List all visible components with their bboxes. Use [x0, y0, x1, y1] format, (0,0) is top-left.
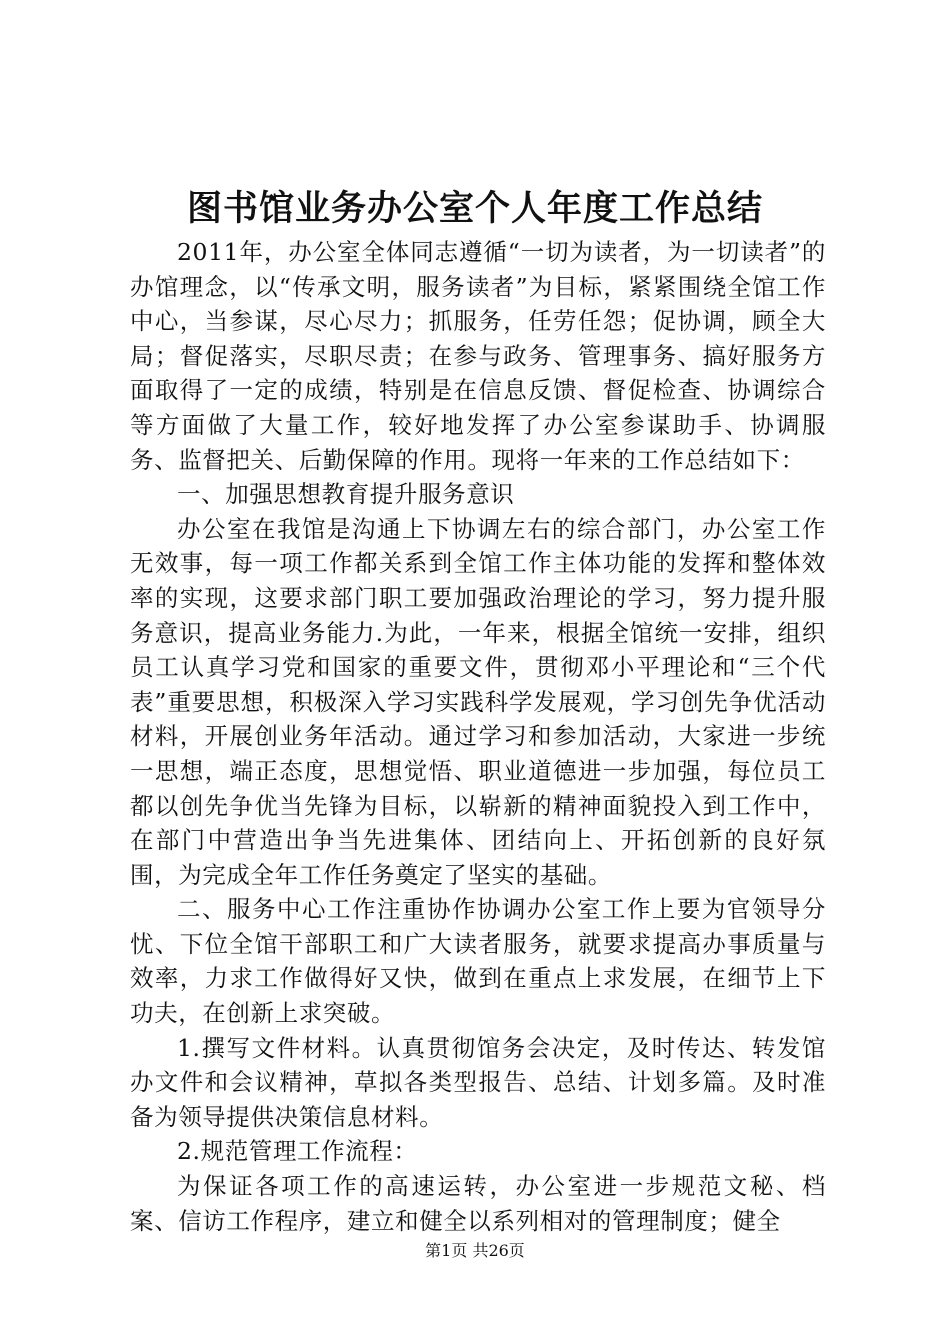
paragraph-section-1: 办公室在我馆是沟通上下协调左右的综合部门，办公室工作无效事，每一项工作都关系到全馆工作主体功能的发挥和整体效率的实现，这要求部门职工要加强政治理论的学习，努力提升服务意识，提高业务能力.为此，一年来，根据全馆统一安排，组织员工认真学习党和国家的重要文件，贯彻邓小平理论和“三个代表”重要思想，积极深入学习实践科学发展观，学习创先争优活动材料，开展创业务年活动。通过学习和参加活动，大家进一步统一思想，端正态度，思想觉悟、职业道德进一步加强，每位员工都以创先争优当先锋为目标，以崭新的精神面貌投入到工作中，在部门中营造出争当先进集体、团结向上、开拓创新的良好氛围，为完成全年工作任务奠定了坚实的基础。 — [130, 514, 826, 889]
document-title: 图书馆业务办公室个人年度工作总结 — [186, 188, 763, 229]
paragraph-item-1: 1.撰写文件材料。认真贯彻馆务会决定，及时传达、转发馆办文件和会议精神，草拟各类型报告、总结、计划多篇。及时准备为领导提供决策信息材料。 — [130, 1033, 826, 1131]
paragraph-intro: 2011年，办公室全体同志遵循“一切为读者，为一切读者”的办馆理念，以“传承文明，服务读者”为目标，紧紧围绕全馆工作中心，当参谋，尽心尽力；抓服务，任劳任怨；促协调，顾全大局；督促落实，尽职尽责；在参与政务、管理事务、搞好服务方面取得了一定的成绩，特别是在信息反馈、督促检查、协调综合等方面做了大量工作，较好地发挥了办公室参谋助手、协调服务、监督把关、后勤保障的作用。现将一年来的工作总结如下： — [130, 238, 826, 474]
document-body — [130, 235, 826, 1238]
page-footer: 第1页 共26页 — [425, 1241, 525, 1260]
paragraph-item-2-heading: 2.规范管理工作流程： — [177, 1137, 418, 1166]
paragraph-item-2: 为保证各项工作的高速运转，办公室进一步规范文秘、档案、信访工作程序，建立和健全以系列相对的管理制度；健全 — [130, 1172, 826, 1235]
section-heading-1: 一、加强思想教育提升服务意识 — [177, 480, 515, 509]
section-heading-2: 二、服务中心工作注重协作协调办公室工作上要为官领导分忧、下位全馆干部职工和广大读者服务，就要求提高办事质量与效率，力求工作做得好又快，做到在重点上求发展，在细节上下功夫，在创新上求突破。 — [130, 895, 826, 1028]
